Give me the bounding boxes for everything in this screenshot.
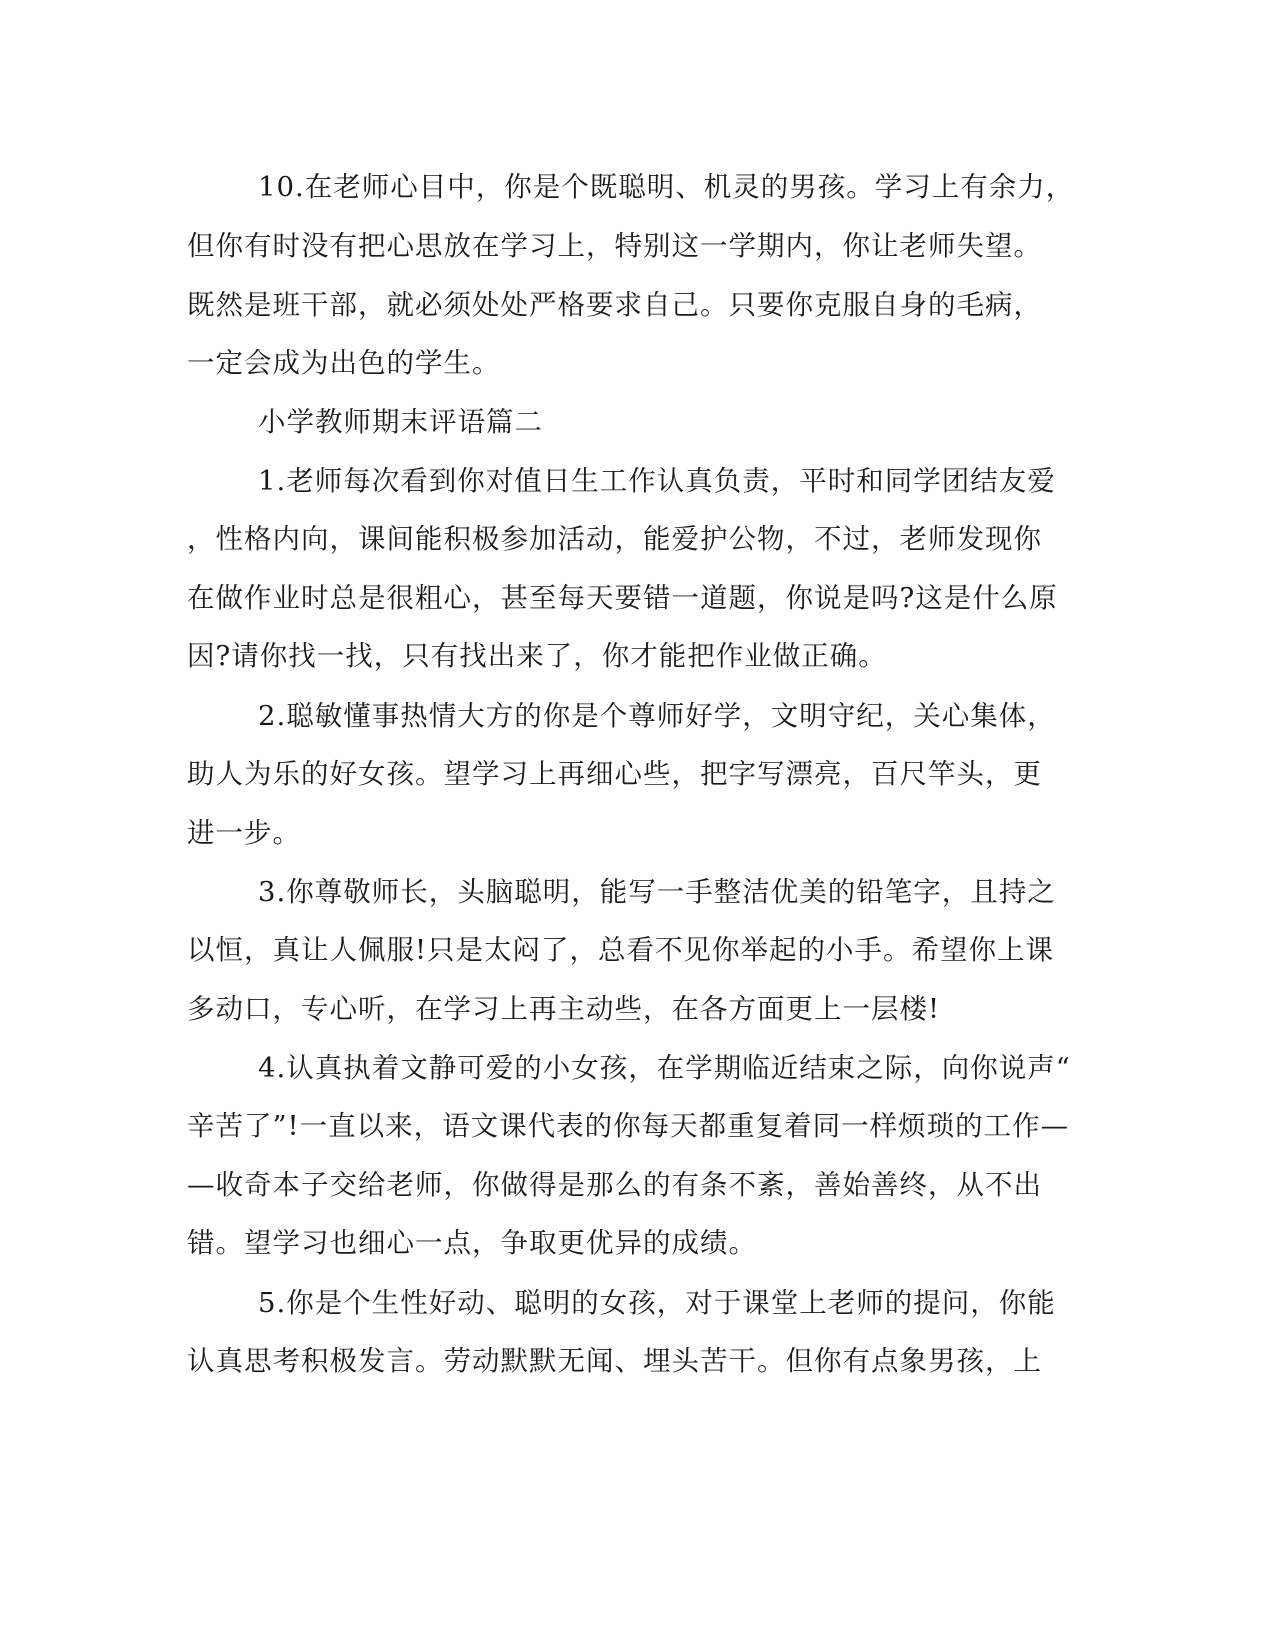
paragraph-2-line-3: 进一步。 xyxy=(187,817,301,849)
section-heading: 小学教师期末评语篇二 xyxy=(258,406,543,438)
paragraph-4-line-4: 错。望学习也细心一点，争取更优异的成绩。 xyxy=(187,1227,757,1259)
paragraph-1-line-1: 1.老师每次看到你对值日生工作认真负责，平时和同学团结友爱 xyxy=(258,465,1056,497)
paragraph-1-line-3: 在做作业时总是很粗心，甚至每天要错一道题，你说是吗?这是什么原 xyxy=(187,582,1058,614)
paragraph-2-line-2: 助人为乐的好女孩。望学习上再细心些，把字写漂亮，百尺竿头，更 xyxy=(187,758,1042,790)
paragraph-3-line-2: 以恒，真让人佩服!只是太闷了，总看不见你举起的小手。希望你上课 xyxy=(187,934,1055,966)
paragraph-5-line-2: 认真思考积极发言。劳动默默无闻、埋头苦干。但你有点象男孩，上 xyxy=(187,1345,1042,1377)
paragraph-10-line-4: 一定会成为出色的学生。 xyxy=(187,347,501,379)
paragraph-10-line-2: 但你有时没有把心思放在学习上，特别这一学期内，你让老师失望。 xyxy=(187,230,1042,262)
paragraph-5-line-1: 5.你是个生性好动、聪明的女孩，对于课堂上老师的提问，你能 xyxy=(258,1287,1056,1319)
paragraph-10-line-1: 10.在老师心目中，你是个既聪明、机灵的男孩。学习上有余力， xyxy=(258,171,1075,203)
paragraph-1-line-4: 因?请你找一找，只有找出来了，你才能把作业做正确。 xyxy=(187,640,887,672)
paragraph-3-line-1: 3.你尊敬师长，头脑聪明，能写一手整洁优美的铅笔字，且持之 xyxy=(258,876,1056,908)
paragraph-3-line-3: 多动口，专心听，在学习上再主动些，在各方面更上一层楼! xyxy=(187,993,941,1025)
paragraph-4-line-1: 4.认真执着文静可爱的小女孩，在学期临近结束之际，向你说声“ xyxy=(258,1052,1071,1084)
paragraph-4-line-2: 辛苦了”!一直以来，语文课代表的你每天都重复着同一样烦琐的工作— xyxy=(187,1110,1070,1142)
paragraph-10-line-3: 既然是班干部，就必须处处严格要求自己。只要你克服自身的毛病， xyxy=(187,289,1042,321)
paragraph-2-line-1: 2.聪敏懂事热情大方的你是个尊师好学，文明守纪，关心集体， xyxy=(258,700,1056,732)
paragraph-4-line-3: —收奇本子交给老师，你做得是那么的有条不紊，善始善终，从不出 xyxy=(187,1169,1042,1201)
paragraph-1-line-2: ，性格内向，课间能积极参加活动，能爱护公物，不过，老师发现你 xyxy=(187,523,1042,555)
